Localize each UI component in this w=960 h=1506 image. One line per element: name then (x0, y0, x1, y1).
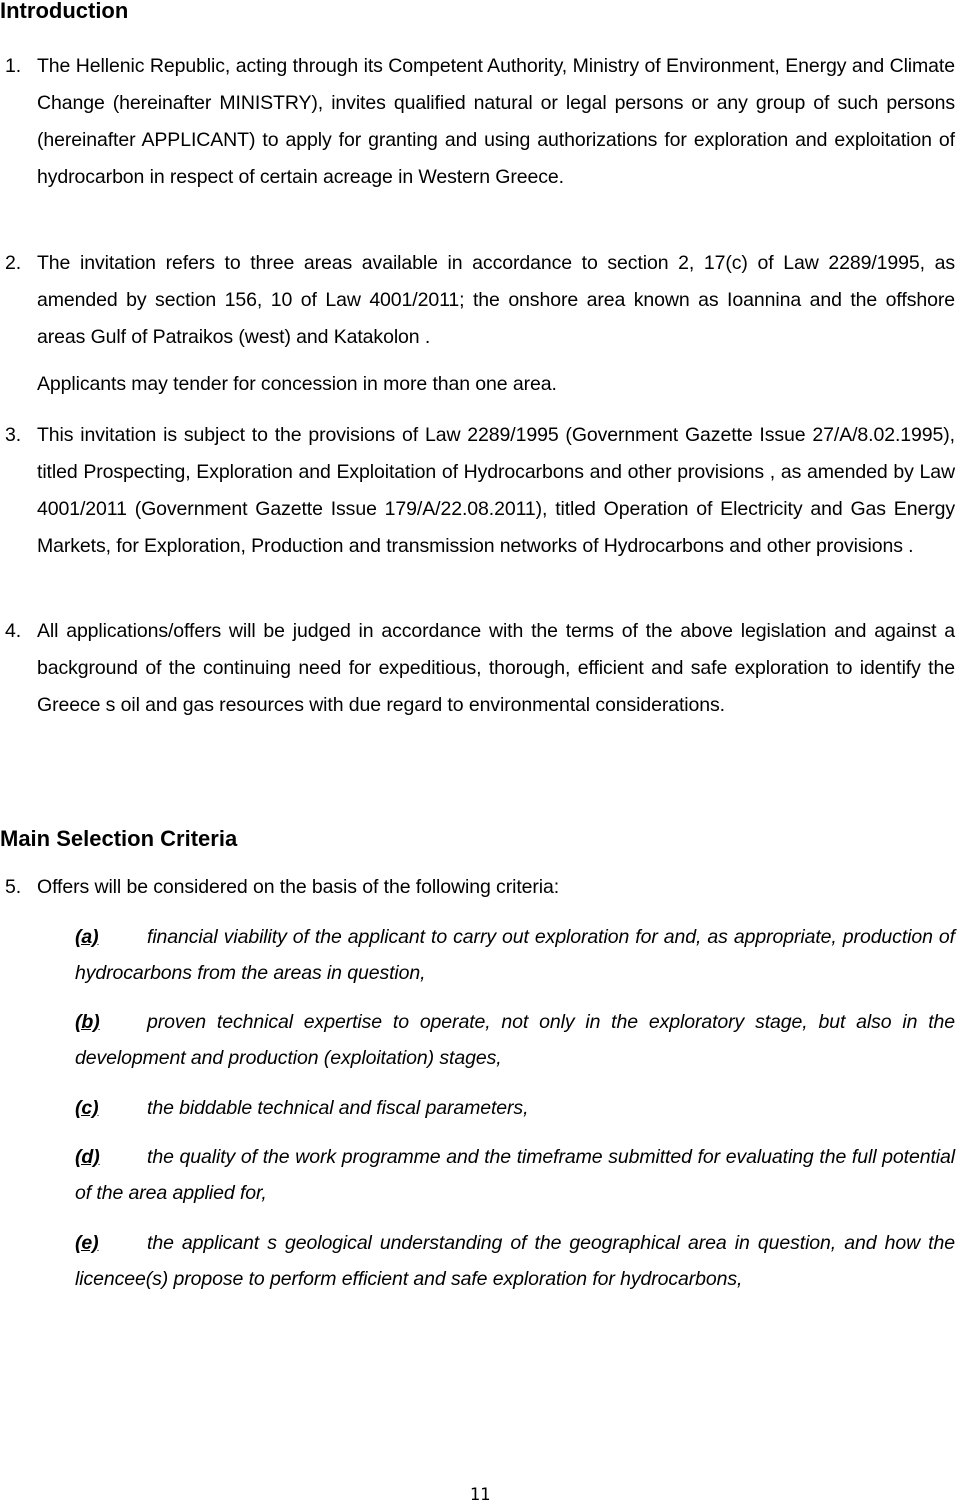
paragraph-number: 5. (5, 876, 22, 898)
criterion-label: (e) (75, 1232, 99, 1254)
criterion-label: (b) (75, 1011, 100, 1033)
paragraph-3 (5, 417, 955, 565)
paragraph-text: This invitation is subject to the provisions of Law 2289/1995 (Government Gazette Issue 27/A/8.02.1995), titled Prospecting, Exploration and Exploitation of Hydrocarbons and other provisions , as amended by Law 4001/2011 (Government Gazette Issue 179/A/22.08.2011), titled Operation of Electricity and Gas Energy Markets, for Exploration, Production and transmission networks of Hydrocarbons and other provisions . (37, 424, 955, 557)
paragraph-5 (5, 869, 955, 906)
paragraph-1 (5, 48, 955, 196)
section-heading-main-selection: Main Selection Criteria (0, 826, 238, 851)
criterion-e (75, 1225, 955, 1297)
criterion-text: the applicant s geological understanding of the geographical area in question, and how the licencee(s) propose to perform efficient and safe exploration for hydrocarbons, (75, 1232, 955, 1290)
paragraph-text: The invitation refers to three areas available in accordance to section 2, 17(c) of Law 2289/1995, as amended by section 156, 10 of Law 4001/2011; the onshore area known as Ioannina and the offshore areas Gulf of Patraikos (west) and Katakolon . (37, 252, 955, 348)
paragraph-text: Applicants may tender for concession in more than one area. (37, 373, 557, 395)
paragraph-text: Offers will be considered on the basis of the following criteria: (37, 876, 560, 898)
criterion-label: (d) (75, 1146, 100, 1168)
criterion-text: proven technical expertise to operate, not only in the exploratory stage, but also in the development and production (exploitation) stages, (75, 1011, 955, 1069)
page-number: 11 (469, 1485, 491, 1505)
criterion-label: (a) (75, 926, 99, 948)
paragraph-number: 3. (5, 424, 22, 446)
criterion-c (75, 1090, 955, 1126)
section-heading-introduction: Introduction (0, 0, 129, 23)
paragraph-text: All applications/offers will be judged in accordance with the terms of the above legislation and against a background of the continuing need for expeditious, thorough, efficient and safe exploration to identify the Greece s oil and gas resources with due regard to environmental considerations. (37, 620, 955, 716)
criterion-text: financial viability of the applicant to carry out exploration for and, as appropriate, production of hydrocarbons from the areas in question, (75, 926, 955, 984)
criterion-a (75, 919, 955, 991)
paragraph-2-continued (37, 366, 955, 403)
criterion-label: (c) (75, 1097, 99, 1119)
paragraph-2 (5, 245, 955, 356)
criterion-d (75, 1139, 955, 1211)
criterion-text: the quality of the work programme and the timeframe submitted for evaluating the full potential of the area applied for, (75, 1146, 955, 1204)
paragraph-number: 1. (5, 55, 22, 77)
paragraph-number: 4. (5, 620, 22, 642)
paragraph-number: 2. (5, 252, 22, 274)
criterion-text: the biddable technical and fiscal parameters, (147, 1097, 529, 1119)
paragraph-4 (5, 613, 955, 724)
criterion-b (75, 1004, 955, 1076)
paragraph-text: The Hellenic Republic, acting through its Competent Authority, Ministry of Environment, Energy and Climate Change (hereinafter MINISTRY), invites qualified natural or legal persons or any group of such persons (hereinafter APPLICANT) to apply for granting and using authorizations for exploration and exploitation of hydrocarbon in respect of certain acreage in Western Greece. (37, 55, 955, 188)
